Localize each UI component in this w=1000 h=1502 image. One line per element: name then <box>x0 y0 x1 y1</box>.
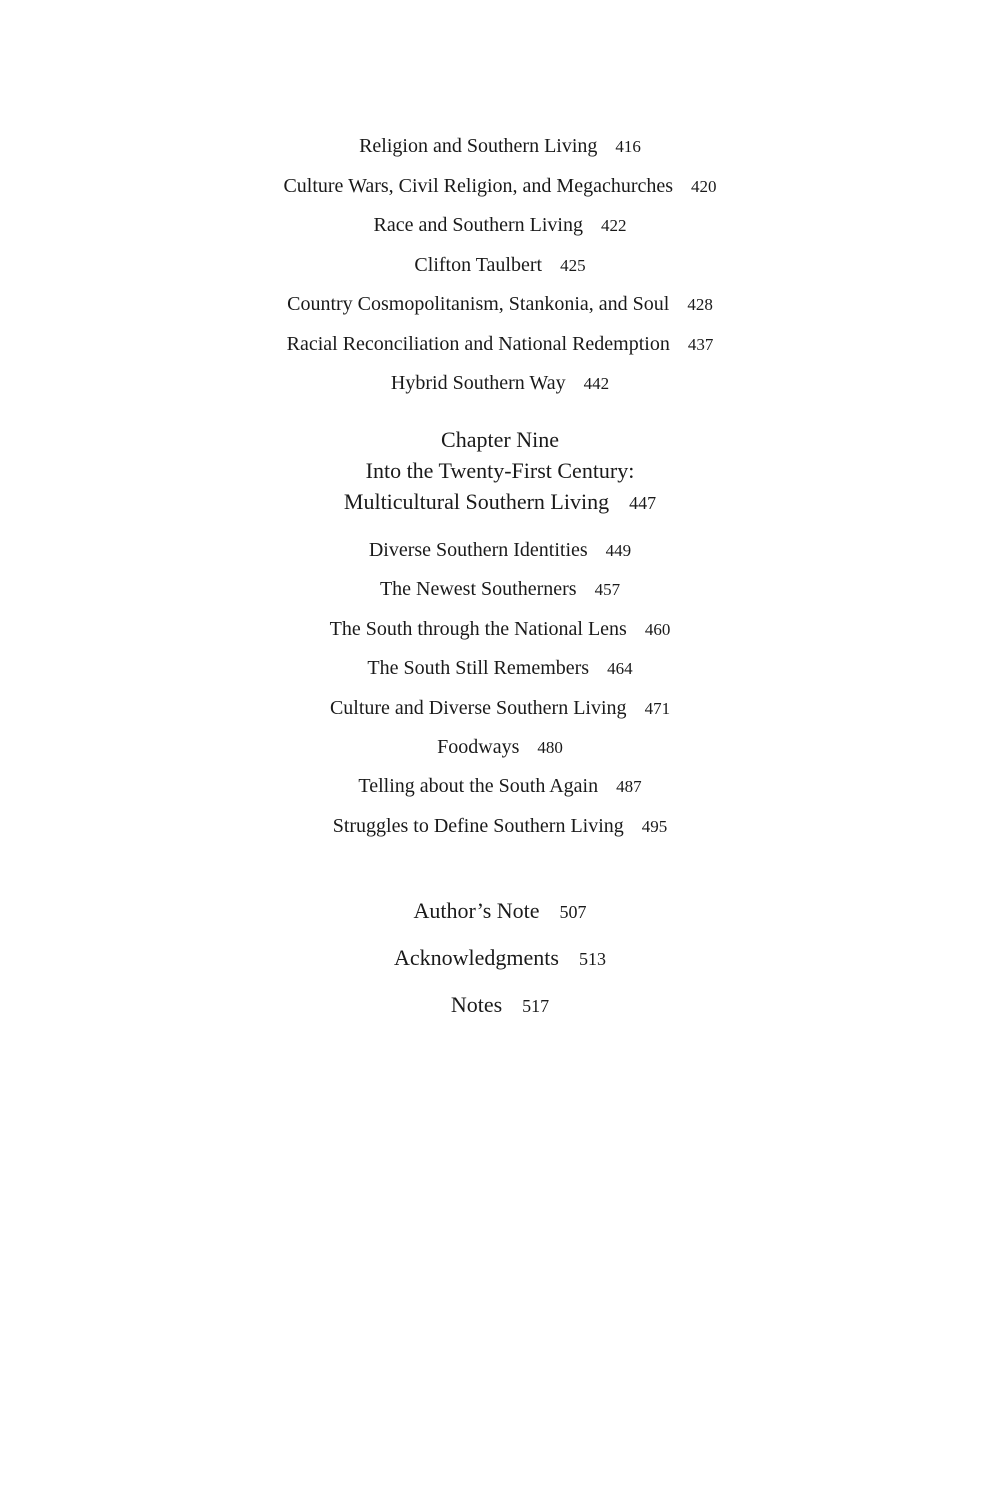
toc-entry-page: 425 <box>560 255 586 275</box>
toc-entry[interactable] <box>0 774 1000 798</box>
toc-section-back-matter <box>0 897 1000 1038</box>
toc-entry[interactable] <box>0 213 1000 237</box>
toc-entry-page: 457 <box>594 580 621 600</box>
toc-section-chapter-nine-subsections <box>0 538 1000 853</box>
toc-entry-page: 460 <box>644 619 671 639</box>
chapter-label: Chapter Nine <box>441 427 559 452</box>
toc-entry-title: Religion and Southern Living <box>359 135 598 157</box>
toc-entry[interactable] <box>0 577 1000 601</box>
toc-entry-title: The South through the National Lens <box>329 617 627 640</box>
chapter-heading[interactable] <box>0 424 1000 519</box>
toc-entry-title: Telling about the South Again <box>358 775 599 798</box>
toc-entry-notes[interactable] <box>0 991 1000 1019</box>
toc-entry-title: The Newest Southerners <box>379 578 577 601</box>
toc-entry[interactable] <box>0 814 1000 838</box>
toc-entry-page: 416 <box>615 137 641 156</box>
toc-entry[interactable] <box>0 292 1000 316</box>
toc-entry[interactable] <box>0 656 1000 680</box>
toc-entry-title: The South Still Remembers <box>367 657 590 680</box>
toc-entry[interactable] <box>0 174 1000 198</box>
toc-entry-page: 422 <box>600 216 627 235</box>
chapter-page: 447 <box>629 493 657 513</box>
toc-entry[interactable] <box>0 134 1000 158</box>
toc-entry-title: Struggles to Define Southern Living <box>332 814 624 837</box>
toc-entry-authors-note[interactable] <box>0 897 1000 925</box>
toc-entry-title: Foodways <box>437 735 520 758</box>
toc-entry[interactable] <box>0 332 1000 356</box>
toc-entry[interactable] <box>0 538 1000 562</box>
toc-section-chapter-eight-subsections <box>0 134 1000 411</box>
toc-entry-title: Notes <box>450 992 503 1017</box>
chapter-title-line-2: Multicultural Southern Living <box>343 489 610 514</box>
toc-entry-page: 507 <box>559 902 587 922</box>
toc-entry-page: 449 <box>605 541 632 560</box>
toc-entry-title: Acknowledgments <box>394 945 559 970</box>
toc-entry-page: 480 <box>537 737 563 757</box>
toc-entry-page: 442 <box>583 374 610 393</box>
toc-entry-page: 464 <box>607 659 633 679</box>
toc-entry[interactable] <box>0 617 1000 641</box>
toc-entry-title: Race and Southern Living <box>373 214 583 236</box>
toc-entry-page: 471 <box>644 698 671 718</box>
toc-entry-page: 437 <box>687 334 714 354</box>
toc-entry-page: 420 <box>691 176 717 196</box>
toc-entry-title: Author’s Note <box>413 898 540 923</box>
toc-entry[interactable] <box>0 735 1000 759</box>
toc-entry-page: 428 <box>687 295 713 314</box>
toc-entry-title: Diverse Southern Identities <box>368 539 588 561</box>
toc-entry-title: Clifton Taulbert <box>414 253 543 276</box>
toc-entry[interactable] <box>0 696 1000 720</box>
toc-entry-title: Hybrid Southern Way <box>390 372 566 394</box>
toc-entry-title: Culture Wars, Civil Religion, and Megachurches <box>283 174 674 197</box>
toc-entry[interactable] <box>0 253 1000 277</box>
toc-entry-title: Country Cosmopolitanism, Stankonia, and Soul <box>287 293 670 315</box>
toc-entry-page: 487 <box>616 777 642 797</box>
toc-entry-title: Racial Reconciliation and National Redemption <box>286 332 670 355</box>
toc-entry-page: 495 <box>641 816 668 836</box>
toc-entry[interactable] <box>0 371 1000 395</box>
chapter-title-line-1: Into the Twenty-First Century: <box>365 458 635 483</box>
toc-entry-page: 517 <box>522 996 550 1016</box>
chapter-title-line-2-row <box>0 486 1000 519</box>
toc-entry-title: Culture and Diverse Southern Living <box>329 696 627 719</box>
toc-entry-acknowledgments[interactable] <box>0 944 1000 972</box>
toc-entry-page: 513 <box>578 949 606 969</box>
